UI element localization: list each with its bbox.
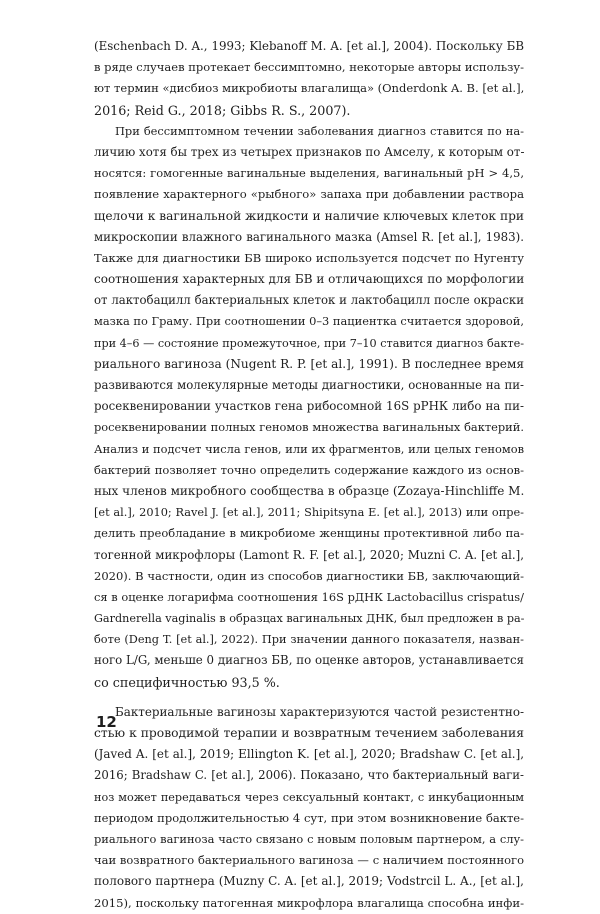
text-line: тогенной микрофлоры (Lamont R. F. [et al.], 2020; Muzni C. A. [et al.], (94, 547, 524, 562)
text-line: Gardnerella vaginalis в образцах вагинальных ДНК, был предложен в ра- (94, 612, 524, 626)
text-line: 2020). В частности, один из способов диагностики БВ, заключающий- (94, 568, 524, 583)
text-line: [et al.], 2010; Ravel J. [et al.], 2011; Shipitsyna E. [et al.], 2013) или опре- (94, 506, 524, 520)
text-line: носятся: гомогенные вагинальные выделения, вагинальный pH > 4,5, (94, 166, 524, 181)
text-line: появление характерного «рыбного» запаха при добавлении раствора (94, 187, 524, 202)
text-line: полового партнера (Muzny C. A. [et al.], 2019; Vodstrcil L. A., [et al.], (94, 874, 524, 889)
text-line: ся в оценке логарифма соотношения 16S рДНК Lactobacillus crispatus/ (94, 589, 524, 604)
text-line: (Javed A. [et al.], 2019; Ellington K. [et al.], 2020; Bradshaw C. [et al.], (94, 747, 524, 762)
text-line: при 4–6 — состояние промежуточное, при 7–10 ставится диагноз бакте- (94, 336, 524, 350)
text-line: риального вагиноза (Nugent R. P. [et al.], 1991). В последнее время (94, 356, 524, 371)
text-line: 2016; Reid G., 2018; Gibbs R. S., 2007). (94, 102, 351, 118)
text-line: 2016; Bradshaw C. [et al.], 2006). Показано, что бактериальный ваги- (94, 768, 524, 783)
text-line: личию хотя бы трех из четырех признаков по Амселу, к которым от- (94, 144, 524, 159)
text-line: развиваются молекулярные методы диагностики, основанные на пи- (94, 378, 524, 392)
text-line: ных членов микробного сообщества в образце (Zozaya-Hinchliffe M. (94, 483, 524, 498)
text-line: чаи возвратного бактериального вагиноза — с наличием постоянного (94, 853, 524, 868)
text-line: ноз может передаваться через сексуальный контакт, с инкубационным (94, 790, 524, 804)
text-line: Бактериальные вагинозы характеризуются частой резистентно- (115, 704, 524, 719)
text-line: ного L/G, меньше 0 диагноз БВ, по оценке авторов, устанавливается (94, 653, 524, 668)
text-line: щелочи к вагинальной жидкости и наличие ключевых клеток при (94, 208, 524, 223)
page-number: 12 (96, 713, 117, 731)
text-line: Также для диагностики БВ широко используется подсчет по Нугенту (94, 250, 524, 265)
text-line: (Eschenbach D. A., 1993; Klebanoff M. A. [et al.], 2004). Поскольку БВ (94, 39, 524, 53)
text-line: росеквенировании участков гена рибосомной 16S рРНК либо на пи- (94, 399, 524, 414)
text-line: боте (Deng T. [et al.], 2022). При значении данного показателя, назван- (94, 633, 524, 647)
text-line: микроскопии влажного вагинального мазка (Amsel R. [et al.], 1983). (94, 229, 524, 244)
text-line: бактерий позволяет точно определить содержание каждого из основ- (94, 462, 524, 477)
text-line: риального вагиноза часто связано с новым половым партнером, а слу- (94, 831, 524, 846)
text-line: со специфичностью 93,5 %. (94, 674, 280, 690)
text-line: 2015), поскольку патогенная микрофлора влагалища способна инфи- (94, 895, 524, 910)
text-line: мазка по Граму. При соотношении 0–3 пациентка считается здоровой, (94, 314, 524, 329)
text-line: Анализ и подсчет числа генов, или их фрагментов, или целых геномов (94, 441, 524, 456)
text-line: периодом продолжительностью 4 сут, при этом возникновение бакте- (94, 810, 524, 825)
text-line: стью к проводимой терапии и возвратным течением заболевания (94, 726, 524, 740)
text-line: в ряде случаев протекает бессимптомно, некоторые авторы использу- (94, 60, 524, 75)
text-line: При бессимптомном течении заболевания диагноз ставится по на- (115, 123, 524, 138)
text-line: росеквенировании полных геномов множества вагинальных бактерий. (94, 420, 524, 435)
text-line: ют термин «дисбиоз микробиоты влагалища» (Onderdonk A. B. [et al.], (94, 81, 524, 96)
text-line: соотношения характерных для БВ и отличающихся по морфологии (94, 272, 524, 287)
text-line: от лактобацилл бактериальных клеток и лактобацилл после окраски (94, 293, 524, 308)
body-text (94, 36, 524, 914)
text-line: делить преобладание в микробиоме женщины протективной либо па- (94, 526, 524, 541)
